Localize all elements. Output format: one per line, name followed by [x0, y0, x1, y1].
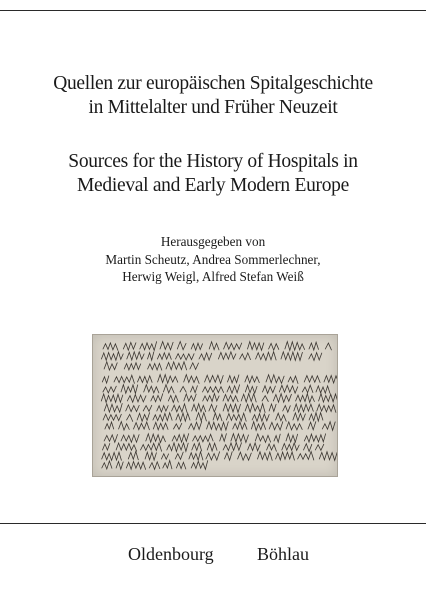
- publishers: [0, 544, 426, 568]
- title-english: [0, 150, 426, 198]
- handwriting-stroke: [102, 452, 122, 460]
- handwriting-stroke: [266, 375, 284, 384]
- handwriting-stroke: [116, 443, 137, 451]
- handwriting-stroke: [263, 386, 276, 394]
- handwritten-manuscript-illustration: [93, 335, 337, 476]
- handwriting-stroke: [163, 385, 174, 393]
- handwriting-stroke: [176, 413, 190, 421]
- handwriting-stroke: [218, 352, 236, 360]
- handwriting-stroke: [166, 362, 187, 370]
- title-german-line-1: Quellen zur europäischen Spitalgeschichte: [53, 73, 373, 94]
- handwriting-stroke: [103, 343, 118, 350]
- handwriting-stroke: [276, 452, 295, 460]
- handwriting-stroke: [168, 395, 178, 402]
- handwriting-stroke: [205, 375, 224, 383]
- handwriting-stroke: [160, 342, 173, 350]
- handwriting-stroke: [126, 405, 140, 412]
- handwriting-stroke: [151, 394, 163, 402]
- handwriting-stroke: [101, 394, 123, 402]
- handwriting-stroke: [121, 435, 139, 443]
- handwriting-stroke: [209, 404, 217, 412]
- handwriting-stroke: [102, 461, 112, 469]
- handwriting-stroke: [157, 406, 168, 412]
- handwriting-stroke: [319, 394, 337, 403]
- handwriting-stroke: [128, 452, 138, 460]
- handwriting-stroke: [274, 434, 280, 442]
- handwriting-stroke: [145, 452, 156, 460]
- handwriting-stroke: [180, 386, 186, 392]
- handwriting-stroke: [103, 386, 116, 393]
- publisher-oldenbourg: Oldenbourg: [128, 544, 214, 564]
- handwriting-stroke: [245, 404, 265, 413]
- handwriting-stroke: [192, 443, 202, 451]
- handwriting-stroke: [282, 443, 299, 451]
- handwriting-stroke: [240, 353, 251, 360]
- handwriting-stroke: [293, 413, 306, 421]
- handwriting-stroke: [144, 385, 159, 393]
- handwriting-stroke: [279, 385, 297, 393]
- handwriting-stroke: [123, 342, 136, 350]
- handwriting-stroke: [241, 394, 256, 402]
- editors-intro: Herausgegeben von: [160, 234, 266, 249]
- handwriting-stroke: [137, 413, 150, 422]
- handwriting-stroke: [223, 395, 238, 402]
- handwriting-stroke: [119, 422, 130, 431]
- handwriting-stroke: [223, 443, 241, 451]
- handwriting-stroke: [206, 452, 220, 460]
- handwriting-stroke: [141, 443, 162, 451]
- handwriting-stroke: [102, 376, 109, 383]
- handwriting-stroke: [238, 452, 252, 460]
- handwriting-stroke: [172, 404, 187, 413]
- handwriting-stroke: [104, 435, 117, 443]
- handwriting-stroke: [126, 462, 145, 470]
- manuscript-image: [92, 334, 338, 477]
- handwriting-stroke: [207, 443, 217, 451]
- handwriting-stroke: [298, 452, 314, 461]
- handwriting-stroke: [283, 406, 291, 413]
- handwriting-stroke: [103, 444, 110, 451]
- handwriting-stroke: [114, 375, 134, 383]
- handwriting-stroke: [308, 422, 316, 430]
- handwriting-stroke: [140, 342, 157, 351]
- handwriting-stroke: [193, 434, 214, 442]
- handwriting-stroke: [148, 363, 162, 370]
- handwriting-stroke: [317, 404, 336, 412]
- handwriting-stroke: [315, 444, 324, 450]
- handwriting-stroke: [281, 352, 302, 361]
- handwriting-stroke: [116, 462, 123, 470]
- handwriting-stroke: [322, 422, 335, 431]
- handwriting-stroke: [167, 443, 188, 452]
- handwriting-stroke: [184, 375, 199, 384]
- handwriting-stroke: [304, 434, 325, 442]
- handwriting-stroke: [157, 353, 171, 360]
- handwriting-stroke: [304, 376, 320, 383]
- editors-block: [0, 233, 426, 286]
- handwriting-stroke: [262, 396, 268, 402]
- editors-line-2: Herwig Weigl, Alfred Stefan Weiß: [122, 269, 304, 284]
- handwriting-stroke: [207, 422, 229, 431]
- handwriting-stroke: [127, 414, 133, 421]
- handwriting-stroke: [316, 386, 330, 393]
- handwriting-stroke: [190, 363, 199, 370]
- handwriting-stroke: [134, 422, 150, 430]
- handwriting-stroke: [191, 386, 198, 393]
- handwriting-stroke: [199, 353, 212, 360]
- handwriting-stroke: [286, 434, 298, 442]
- handwriting-stroke: [192, 404, 206, 412]
- handwriting-stroke: [174, 423, 182, 429]
- handwriting-stroke: [127, 395, 146, 403]
- handwriting-stroke: [288, 376, 298, 383]
- handwriting-stroke: [175, 452, 183, 459]
- handwriting-stroke: [324, 376, 337, 384]
- handwriting-stroke: [233, 422, 247, 430]
- handwriting-stroke: [227, 385, 240, 393]
- handwriting-stroke: [191, 343, 202, 350]
- handwriting-stroke: [309, 353, 322, 361]
- handwriting-stroke: [220, 434, 227, 442]
- handwriting-stroke: [256, 352, 277, 361]
- handwriting-stroke: [248, 443, 261, 451]
- handwriting-stroke: [153, 422, 168, 430]
- handwriting-stroke: [258, 452, 273, 461]
- handwriting-stroke: [149, 462, 160, 469]
- handwriting-stroke: [269, 343, 279, 350]
- handwriting-stroke: [148, 352, 154, 360]
- handwriting-stroke: [191, 461, 208, 470]
- handwriting-stroke: [158, 375, 178, 384]
- handwriting-stroke: [138, 376, 153, 383]
- handwriting-stroke: [252, 414, 269, 422]
- handwriting-stroke: [146, 434, 166, 443]
- handwriting-stroke: [101, 352, 123, 361]
- handwriting-stroke: [255, 434, 270, 443]
- handwriting-stroke: [189, 422, 202, 430]
- title-german-line-2: in Mittelalter und Früher Neuzeit: [88, 97, 338, 118]
- handwriting-stroke: [228, 375, 239, 383]
- handwriting-stroke: [267, 444, 277, 451]
- handwriting-stroke: [127, 352, 144, 360]
- handwriting-stroke: [189, 452, 203, 461]
- handwriting-stroke: [309, 342, 319, 350]
- handwriting-stroke: [294, 404, 314, 412]
- handwriting-stroke: [103, 414, 121, 421]
- handwriting-stroke: [231, 434, 249, 443]
- handwriting-stroke: [269, 422, 283, 430]
- handwriting-stroke: [319, 452, 337, 461]
- handwriting-stroke: [309, 413, 323, 422]
- handwriting-stroke: [226, 413, 246, 421]
- handwriting-stroke: [177, 342, 186, 350]
- handwriting-stroke: [104, 362, 117, 370]
- handwriting-stroke: [176, 354, 195, 360]
- handwriting-stroke: [153, 413, 172, 421]
- handwriting-stroke: [286, 422, 302, 430]
- handwriting-stroke: [285, 342, 305, 351]
- handwriting-stroke: [209, 342, 219, 350]
- handwriting-stroke: [325, 343, 331, 350]
- handwriting-stroke: [269, 404, 276, 411]
- handwriting-stroke: [304, 444, 312, 452]
- handwriting-stroke: [172, 434, 189, 443]
- handwriting-stroke: [176, 462, 185, 469]
- handwriting-stroke: [143, 405, 152, 411]
- title-english-line-2: Medieval and Early Modern Europe: [77, 175, 349, 196]
- handwriting-stroke: [121, 385, 138, 394]
- handwriting-stroke: [104, 404, 122, 413]
- handwriting-stroke: [184, 394, 196, 401]
- bottom-rule: [0, 523, 426, 524]
- handwriting-stroke: [223, 404, 240, 413]
- handwriting-stroke: [213, 413, 222, 421]
- title-english-line-1: Sources for the History of Hospitals in: [68, 151, 358, 172]
- handwriting-stroke: [273, 394, 291, 403]
- handwriting-stroke: [296, 394, 315, 403]
- handwriting-stroke: [245, 385, 257, 393]
- handwriting-stroke: [203, 387, 224, 393]
- handwriting-stroke: [196, 413, 206, 421]
- publisher-bohlau: Böhlau: [257, 544, 309, 564]
- handwriting-stroke: [245, 376, 259, 383]
- handwriting-stroke: [163, 461, 172, 469]
- handwriting-stroke: [124, 363, 141, 370]
- handwriting-stroke: [251, 422, 265, 431]
- title-german: [0, 72, 426, 120]
- handwriting-stroke: [248, 342, 264, 351]
- handwriting-stroke: [276, 413, 287, 421]
- handwriting-stroke: [105, 422, 114, 429]
- handwriting-stroke: [225, 452, 233, 461]
- top-rule: [0, 10, 426, 11]
- handwriting-stroke: [203, 394, 219, 402]
- handwriting-stroke: [302, 385, 313, 393]
- handwriting-stroke: [224, 342, 242, 349]
- editors-line-1: Martin Scheutz, Andrea Sommerlechner,: [105, 251, 321, 267]
- handwriting-stroke: [161, 454, 168, 460]
